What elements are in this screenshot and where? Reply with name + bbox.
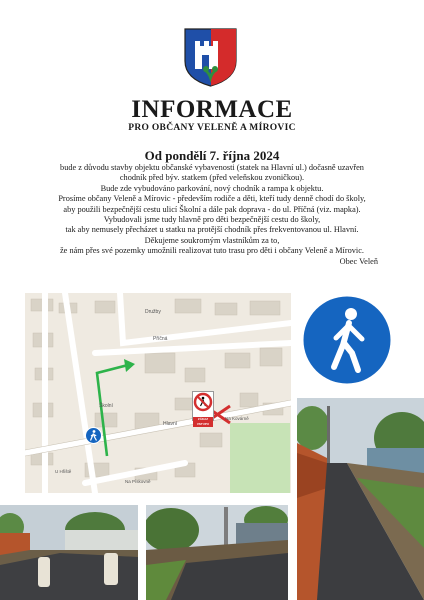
pedestrian-path-sign-icon — [300, 293, 394, 387]
notice-line: chodník před býv. statkem (před veleňskou zvoničkou). — [119, 173, 305, 183]
coat-of-arms-icon — [183, 27, 238, 88]
notice-line: bude z důvodu stavby objektu občanské vybavenosti (statek na Hlavní ul.) dočasně uzavřen — [60, 163, 364, 172]
map-label-skolni: Školní — [99, 403, 113, 409]
notice-line: Prosíme občany Veleně a Mírovic - především rodiče a děti, kteří tudy denně chodí do školy, — [58, 194, 366, 204]
notice-line: Děkujeme soukromým vlastníkům za to, — [144, 235, 280, 245]
route-map — [25, 293, 291, 493]
photo-path-road — [146, 505, 288, 600]
page-subtitle: PRO OBČANY VELENĚ A MÍROVIC — [128, 123, 296, 133]
notice-line: Bude zde vybudováno parkování, nový chodník a rampa k objektu. — [100, 183, 324, 193]
notice-line: aby použili bezpečnější cestu ulicí Školní a dále pak doprava - do ul. Příčná (viz. mapka). — [63, 204, 361, 214]
no-entry-text: ZÁKAZ VSTUPU — [193, 417, 213, 427]
notice-date: Od pondělí 7. října 2024 — [144, 148, 280, 163]
map-label-u-hriste: U Hřiště — [55, 469, 72, 474]
map-label-na-piskovne: Na Pískovně — [125, 479, 151, 484]
map-label-na-kovarne: Na Kovárně — [225, 416, 249, 421]
notice-line: Vybudovali jsme tudy hlavně pro děti bezpečnější cestu do školy, — [103, 215, 321, 225]
map-label-hlavni: Hlavní — [163, 421, 178, 427]
map-label-druzby: Družby — [145, 309, 161, 315]
notice-line: že nám přes své pozemky umožnili realizovat tuto trasu pro děti i občany Veleně a Mírovic. — [60, 246, 364, 256]
map-label-pricna: Příčná — [153, 336, 168, 342]
no-pedestrians-sign-icon — [192, 391, 214, 426]
pedestrian-sign-small-icon — [85, 427, 102, 444]
page-title: INFORMACE — [131, 96, 293, 123]
notice-body — [28, 163, 396, 267]
photo-path-entrance — [0, 505, 138, 600]
notice-line: tak aby nemusely přecházet u statku na protější chodník přes frekventovanou ul. Hlavní. — [65, 225, 359, 235]
photo-new-path — [297, 398, 424, 600]
signature: Obec Veleň — [339, 256, 378, 266]
